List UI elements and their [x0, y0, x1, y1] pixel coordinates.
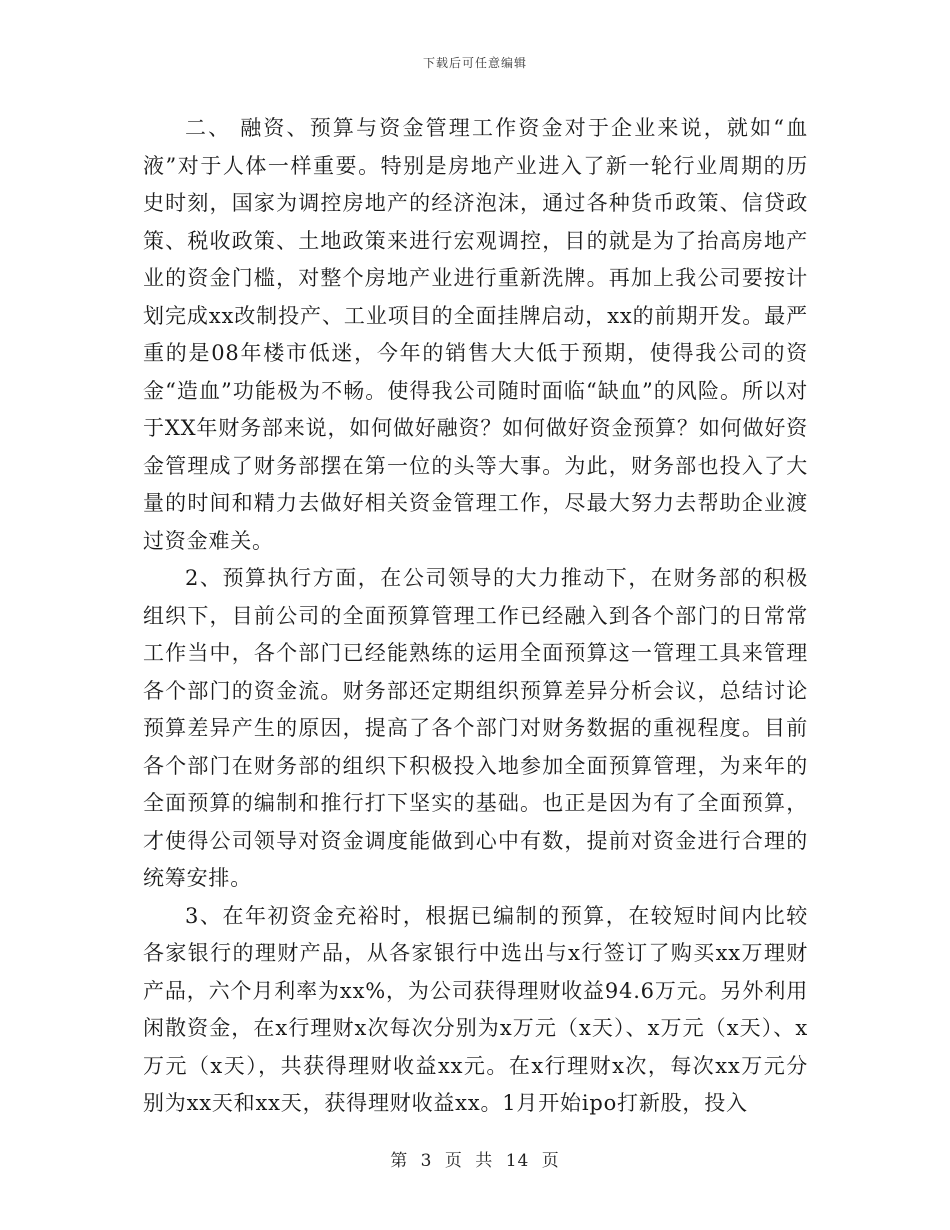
- document-body: [143, 110, 808, 1123]
- paragraph-wealth-management: 3、在年初资金充裕时，根据已编制的预算，在较短时间内比较各家银行的理财产品，从各家银行中选出与x行签订了购买xx万理财产品，六个月利率为xx%，为公司获得理财收益94.6万元。另外利用闲散资金，在x行理财x次每次分别为x万元（x天）、x万元（x天）、x万元（x天），共获得理财收益xx元。在x行理财x次，每次xx万元分别为xx天和xx天，获得理财收益xx。1月开始ipo打新股，投入: [143, 903, 808, 1115]
- paragraph-budget-execution: 2、预算执行方面，在公司领导的大力推动下，在财务部的积极组织下，目前公司的全面预算管理工作已经融入到各个部门的日常常工作当中，各个部门已经能熟练的运用全面预算这一管理工具来管理各个部门的资金流。财务部还定期组织预算差异分析会议，总结讨论预算差异产生的原因，提高了各个部门对财务数据的重视程度。目前各个部门在财务部的组织下积极投入地参加全面预算管理，为来年的全面预算的编制和推行打下坚实的基础。也正是因为有了全面预算，才使得公司领导对资金调度能做到心中有数，提前对资金进行合理的统筹安排。: [143, 566, 808, 890]
- paragraph-financing-budget: 二、 融资、预算与资金管理工作资金对于企业来说，就如“血液”对于人体一样重要。特别是房地产业进入了新一轮行业周期的历史时刻，国家为调控房地产的经济泡沫，通过各种货币政策、信贷政策、税收政策、土地政策来进行宏观调控，目的就是为了抬高房地产业的资金门槛，对整个房地产业进行重新洗牌。再加上我公司要按计划完成xx改制投产、工业项目的全面挂牌启动，xx的前期开发。最严重的是08年楼市低迷，今年的销售大大低于预期，使得我公司的资金“造血”功能极为不畅。使得我公司随时面临“缺血”的风险。所以对于XX年财务部来说，如何做好融资？如何做好资金预算？如何做好资金管理成了财务部摆在第一位的头等大事。为此，财务部也投入了大量的时间和精力去做好相关资金管理工作，尽最大努力去帮助企业渡过资金难关。: [143, 116, 808, 553]
- page-number-footer: 第 3 页 共 14 页: [390, 1151, 560, 1171]
- page-header: 下载后可任意编辑: [422, 56, 527, 70]
